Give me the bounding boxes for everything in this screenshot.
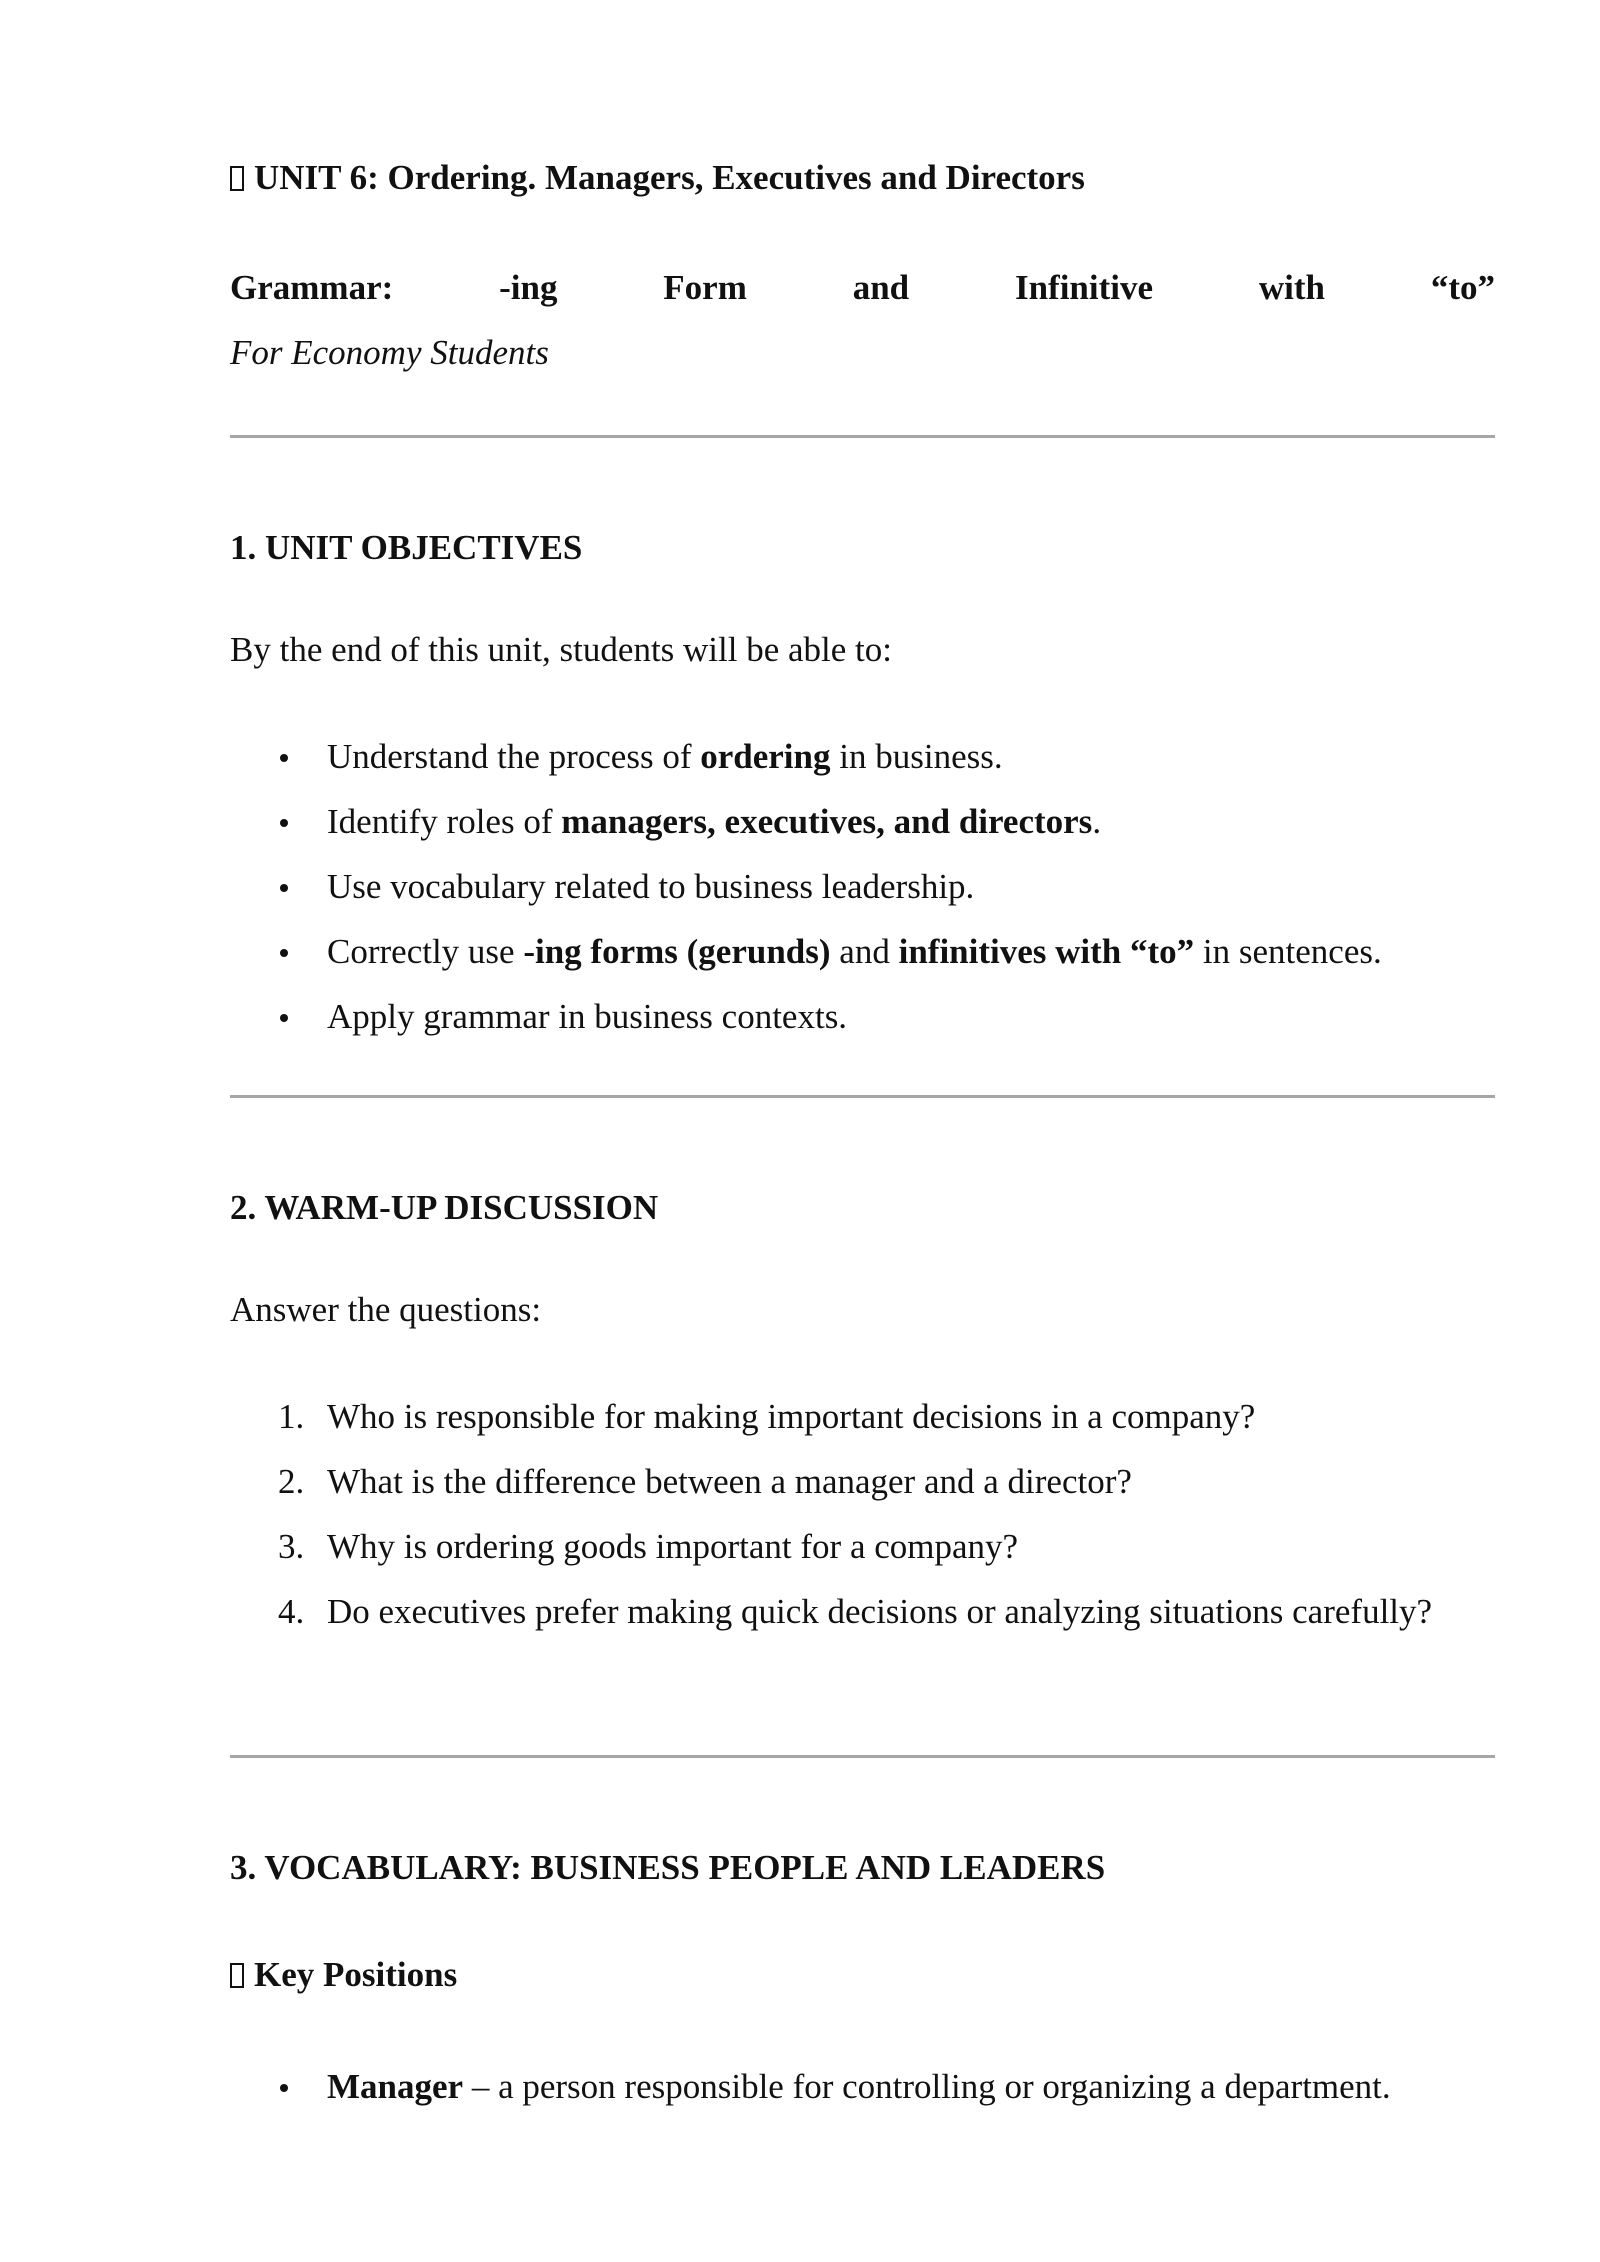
- list-item: 3. Why is ordering goods important for a company?: [278, 1527, 1019, 1566]
- section-heading-objectives: 1. UNIT OBJECTIVES: [230, 528, 583, 567]
- grammar-word: Form: [663, 268, 747, 307]
- bullet-icon: [280, 949, 288, 957]
- bullet-icon: [280, 2084, 288, 2092]
- grammar-word: with: [1258, 268, 1325, 307]
- subtitle: For Economy Students: [230, 333, 549, 372]
- grammar-word: and: [852, 268, 910, 307]
- objectives-list: [230, 724, 1495, 1049]
- warmup-intro: Answer the questions:: [230, 1290, 542, 1329]
- missing-glyph-icon: [230, 166, 244, 191]
- section-heading-vocabulary: 3. VOCABULARY: BUSINESS PEOPLE AND LEADERS: [230, 1848, 1106, 1887]
- section-heading-warmup: 2. WARM-UP DISCUSSION: [230, 1188, 659, 1227]
- missing-glyph-icon: [230, 1963, 244, 1988]
- unit-title-text: UNIT 6: Ordering. Managers, Executives and Directors: [254, 158, 1085, 197]
- list-item: Apply grammar in business contexts.: [230, 984, 1495, 1049]
- unit-title: [230, 158, 1085, 198]
- bullet-icon: [280, 1014, 288, 1022]
- vocabulary-list: [230, 2054, 1495, 2119]
- list-item: Manager – a person responsible for controlling or organizing a department.: [230, 2054, 1495, 2119]
- grammar-word: Infinitive: [1014, 268, 1154, 307]
- list-item: Identify roles of managers, executives, and directors.: [230, 789, 1495, 854]
- grammar-word: -ing: [499, 268, 558, 307]
- bullet-icon: [280, 884, 288, 892]
- list-item: Correctly use -ing forms (gerunds) and infinitives with “to” in sentences.: [230, 919, 1495, 984]
- list-item: 1. Who is responsible for making important decisions in a company?: [278, 1397, 1256, 1436]
- grammar-word: “to”: [1430, 268, 1495, 307]
- list-item: 2. What is the difference between a manager and a director?: [278, 1462, 1132, 1501]
- grammar-word: Grammar:: [230, 268, 394, 307]
- bullet-icon: [280, 754, 288, 762]
- list-item: 4. Do executives prefer making quick decisions or analyzing situations carefully?: [278, 1592, 1433, 1631]
- warmup-questions: [230, 1384, 1495, 1644]
- list-item: Use vocabulary related to business leadership.: [230, 854, 1495, 919]
- divider: [230, 1755, 1495, 1758]
- grammar-line: [230, 268, 1495, 308]
- subheading-key-positions: Key Positions: [230, 1955, 457, 1995]
- list-item: Understand the process of ordering in business.: [230, 724, 1495, 789]
- objectives-intro: By the end of this unit, students will be able to:: [230, 630, 893, 669]
- bullet-icon: [280, 819, 288, 827]
- divider: [230, 1095, 1495, 1098]
- divider: [230, 435, 1495, 438]
